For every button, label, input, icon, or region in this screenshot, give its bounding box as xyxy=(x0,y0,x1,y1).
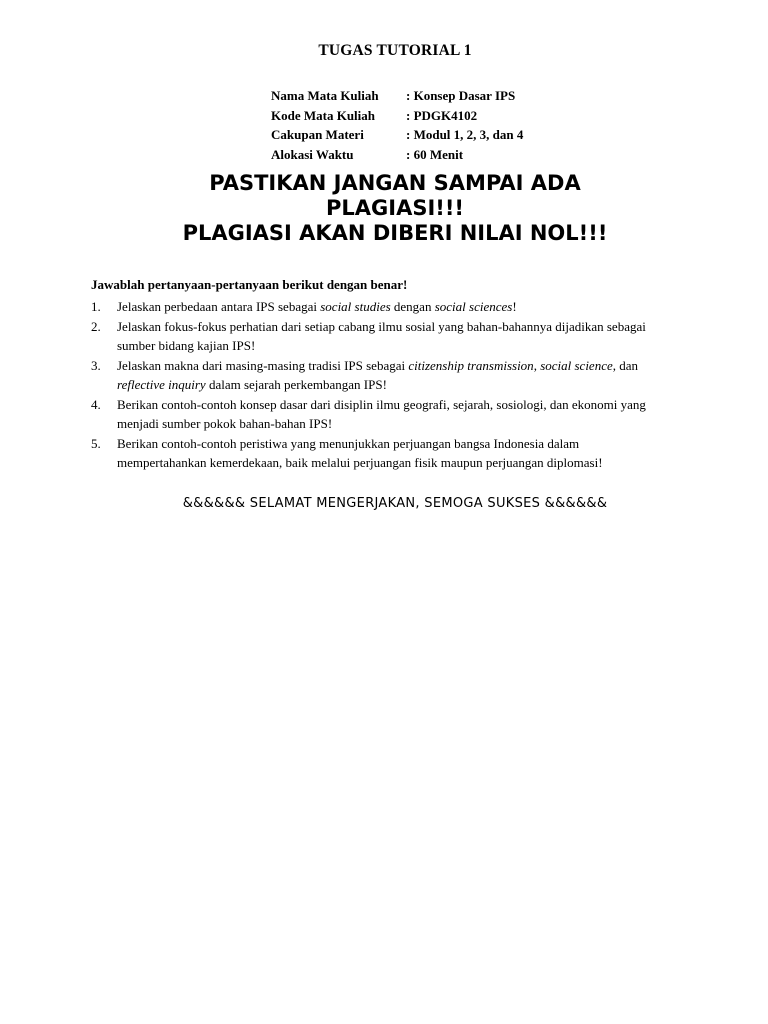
question-number: 2. xyxy=(91,318,101,334)
question-emphasis: social science xyxy=(540,357,613,373)
question-text: , xyxy=(533,357,541,373)
question-text: menjadi sumber pokok bahan-bahan IPS! xyxy=(117,416,333,431)
instruction-text: Jawablah pertanyaan-pertanyaan berikut dengan benar! xyxy=(91,277,408,292)
question-item xyxy=(91,356,691,395)
time-allocation-label: Alokasi Waktu xyxy=(271,146,354,162)
question-text: Berikan contoh-contoh peristiwa yang menunjukkan perjuangan bangsa Indonesia dalam xyxy=(117,435,580,451)
question-text: ! xyxy=(512,299,517,314)
course-code-value: : PDGK4102 xyxy=(406,107,478,123)
question-number: 3. xyxy=(91,357,101,373)
question-text: Jelaskan perbedaan antara IPS sebagai xyxy=(117,299,321,314)
question-item xyxy=(91,434,691,473)
question-text: Jelaskan fokus-fokus perhatian dari setiap cabang ilmu sosial yang bahan-bahannya dijadikan sebagai xyxy=(117,318,646,334)
question-emphasis: reflective inquiry xyxy=(117,377,206,392)
course-info-row xyxy=(271,125,523,145)
question-emphasis: citizenship transmission xyxy=(408,357,534,373)
warning-line: PLAGIASI AKAN DIBERI NILAI NOL!!! xyxy=(182,221,608,245)
course-info-table xyxy=(271,86,523,164)
course-name-label: Nama Mata Kuliah xyxy=(271,88,379,103)
question-emphasis: social studies xyxy=(320,299,391,314)
question-emphasis: social sciences xyxy=(434,299,513,314)
question-text: , dan xyxy=(612,357,639,373)
course-info-row xyxy=(271,86,523,106)
question-text: Jelaskan makna dari masing-masing tradisi IPS sebagai xyxy=(117,357,409,373)
question-item xyxy=(91,395,691,434)
question-item xyxy=(91,297,691,317)
question-item xyxy=(91,317,691,356)
course-name-value: : Konsep Dasar IPS xyxy=(406,88,516,103)
course-info-row xyxy=(271,145,523,165)
question-number: 4. xyxy=(91,396,101,412)
document-title: TUGAS TUTORIAL 1 xyxy=(318,42,472,59)
material-scope-label: Cakupan Materi xyxy=(271,127,364,142)
time-allocation-value: : 60 Menit xyxy=(406,146,464,162)
closing-message: &&&&&& SELAMAT MENGERJAKAN, SEMOGA SUKSES &&&&&& xyxy=(182,496,608,511)
course-code-label: Kode Mata Kuliah xyxy=(271,107,376,123)
material-scope-value: : Modul 1, 2, 3, dan 4 xyxy=(406,127,524,142)
warning-line: PLAGIASI!!! xyxy=(326,196,464,220)
question-text: Berikan contoh-contoh konsep dasar dari disiplin ilmu geografi, sejarah, sosiologi, dan ekonomi yang xyxy=(117,396,646,412)
question-list xyxy=(91,297,691,473)
question-number: 5. xyxy=(91,435,101,451)
question-text: dalam sejarah perkembangan IPS! xyxy=(205,377,387,392)
plagiarism-warning xyxy=(0,171,768,246)
question-text: mempertahankan kemerdekaan, baik melalui perjuangan fisik maupun perjuangan diplomasi! xyxy=(117,455,603,470)
question-text: dengan xyxy=(390,299,435,314)
question-text: sumber bidang kajian IPS! xyxy=(117,338,256,353)
question-number: 1. xyxy=(91,299,101,314)
course-info-row xyxy=(271,106,523,126)
warning-line: PASTIKAN JANGAN SAMPAI ADA xyxy=(209,171,581,195)
